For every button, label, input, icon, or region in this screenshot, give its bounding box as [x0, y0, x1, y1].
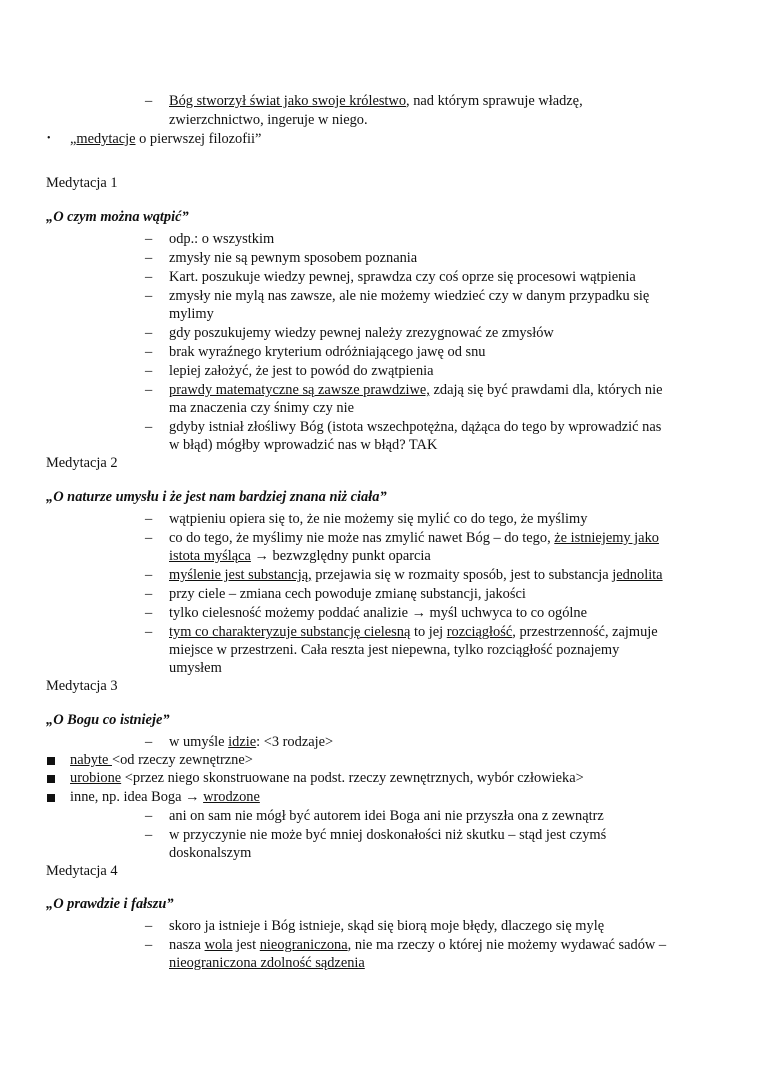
dash-bullet: – — [145, 624, 153, 640]
section-label: Medytacja 4 — [46, 863, 118, 879]
underlined-text: urobione — [70, 770, 122, 786]
dash-bullet: – — [145, 363, 153, 379]
dash-bullet: – — [145, 269, 153, 285]
text: w przyczynie nie może być mniej doskonałości niż skutku – stąd jest czymś — [169, 827, 607, 843]
text: odp.: o wszystkim — [169, 231, 275, 247]
dash-bullet: – — [145, 827, 153, 843]
text: zmysły nie są pewnym sposobem poznania — [169, 250, 418, 266]
section-label: Medytacja 3 — [46, 678, 118, 694]
text: ani on sam nie mógł być autorem idei Boga ani nie przyszła ona z zewnątrz — [169, 808, 604, 824]
text: jest — [232, 937, 260, 953]
text: lepiej założyć, że jest to powód do zwątpienia — [169, 363, 434, 379]
dash-bullet: – — [145, 382, 153, 398]
arrow-icon: → — [185, 789, 200, 805]
dash-bullet: – — [145, 808, 153, 824]
text: zmysły nie mylą nas zawsze, ale nie możemy wiedzieć czy w danym przypadku się — [169, 288, 650, 304]
text: o pierwszej filozofii” — [135, 131, 262, 147]
text: myśl uchwyca to co ogólne — [425, 605, 588, 621]
text: brak wyraźnego kryterium odróżniającego jawę od snu — [169, 344, 486, 360]
dash-bullet: – — [145, 530, 153, 546]
text: zdają się być prawdami dla, których nie — [429, 382, 663, 398]
dash-bullet: – — [145, 567, 153, 583]
dash-bullet: – — [145, 605, 153, 621]
text: zwierzchnictwo, ingeruje w niego. — [169, 112, 368, 128]
underlined-text: tym co charakteryzuje substancję cielesną — [169, 624, 411, 640]
underlined-text: nieograniczona — [259, 937, 348, 953]
text: miejsce w przestrzeni. Cała reszta jest niepewna, tylko rozciągłość poznajemy — [169, 642, 620, 658]
square-bullet-icon — [47, 775, 55, 783]
underlined-text: Bóg stworzył świat jako swoje królestwo — [169, 93, 407, 109]
text: : <3 rodzaje> — [256, 734, 334, 750]
text: umysłem — [169, 660, 222, 676]
text: nasza — [169, 937, 205, 953]
text: gdy poszukujemy wiedzy pewnej należy zrezygnować ze zmysłów — [169, 325, 554, 341]
dash-bullet: – — [145, 93, 153, 109]
text: mylimy — [169, 306, 214, 322]
underlined-text: że istniejemy jako — [554, 530, 659, 546]
text: ma znaczenia czy śnimy czy nie — [169, 400, 354, 416]
bullet-icon: • — [47, 133, 51, 144]
text: to jej — [410, 624, 447, 640]
dash-bullet: – — [145, 344, 153, 360]
text: inne, np. idea Boga — [70, 789, 186, 805]
text: doskonalszym — [169, 845, 252, 861]
text: skoro ja istnieje i Bóg istnieje, skąd się biorą moje błędy, dlaczego się mylę — [169, 918, 605, 934]
text: przy ciele – zmiana cech powoduje zmianę substancji, jakości — [169, 586, 526, 602]
text: , nad którym sprawuje władzę, — [406, 93, 583, 109]
section-label: Medytacja 1 — [46, 175, 118, 191]
section-heading: „O naturze umysłu i że jest nam bardziej znana niż ciała” — [46, 489, 387, 505]
section-label: Medytacja 2 — [46, 455, 118, 471]
text: w błąd) mógłby wprowadzić nas w błąd? TAK — [169, 437, 438, 453]
underlined-text: medytacje — [76, 131, 136, 147]
text: <od rzeczy zewnętrzne> — [111, 752, 253, 768]
section-heading: „O czym można wątpić” — [46, 209, 189, 225]
text: wątpieniu opiera się to, że nie możemy się mylić co do tego, że myślimy — [169, 511, 588, 527]
text: gdyby istniał złośliwy Bóg (istota wszechpotężna, dążąca do tego by wprowadzić nas — [169, 419, 662, 435]
section-heading: „O prawdzie i fałszu” — [46, 896, 174, 912]
dash-bullet: – — [145, 511, 153, 527]
underlined-text: myślenie jest substancją, — [169, 567, 312, 583]
dash-bullet: – — [145, 918, 153, 934]
arrow-icon: → — [254, 548, 269, 564]
text: , przestrzenność, zajmuje — [512, 624, 658, 640]
underlined-text: rozciągłość — [446, 624, 513, 640]
underlined-text: wrodzone — [203, 789, 260, 805]
text: tylko cielesność możemy poddać analizie — [169, 605, 412, 621]
underlined-text: idzie — [228, 734, 257, 750]
underlined-text: nabyte — [70, 752, 112, 768]
dash-bullet: – — [145, 734, 153, 750]
dash-bullet: – — [145, 288, 153, 304]
text: , nie ma rzeczy o której nie możemy wydawać sadów – — [347, 937, 667, 953]
underlined-text: wola — [204, 937, 233, 953]
dash-bullet: – — [145, 325, 153, 341]
section-heading: „O Bogu co istnieje” — [46, 712, 170, 728]
dash-bullet: – — [145, 250, 153, 266]
square-bullet-icon — [47, 794, 55, 802]
text: co do tego, że myślimy nie może nas zmylić nawet Bóg – do tego, — [169, 530, 555, 546]
underlined-text: nieograniczona zdolność sądzenia — [169, 955, 365, 971]
text: w umyśle — [169, 734, 229, 750]
underlined-text: istota myśląca — [169, 548, 251, 564]
underlined-text: jednolita — [612, 567, 663, 583]
dash-bullet: – — [145, 937, 153, 953]
arrow-icon: → — [411, 605, 426, 621]
text: <przez niego skonstruowane na podst. rzeczy zewnętrznych, wybór człowieka> — [121, 770, 584, 786]
text: „ — [70, 131, 77, 147]
text: Kart. poszukuje wiedzy pewnej, sprawdza czy coś oprze się procesowi wątpienia — [169, 269, 636, 285]
text: przejawia się w rozmaity sposób, jest to substancja — [311, 567, 613, 583]
text: bezwzględny punkt oparcia — [272, 548, 431, 564]
dash-bullet: – — [145, 586, 153, 602]
square-bullet-icon — [47, 757, 55, 765]
underlined-text: prawdy matematyczne są zawsze prawdziwe, — [169, 382, 430, 398]
dash-bullet: – — [145, 419, 153, 435]
dash-bullet: – — [145, 231, 153, 247]
